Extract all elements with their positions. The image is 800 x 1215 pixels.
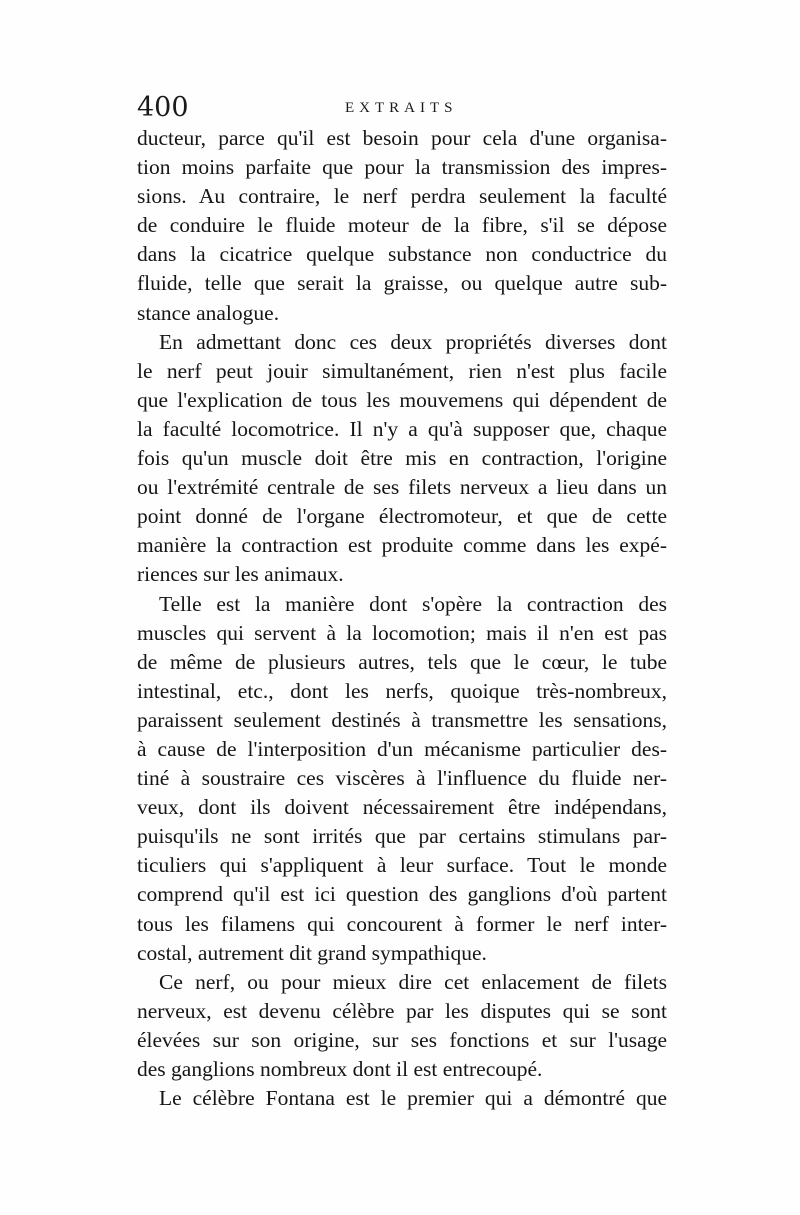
text-line: fluide, telle que serait la graisse, ou quelque autre sub- [137, 271, 667, 296]
paragraph [137, 328, 667, 590]
text-line: puisqu'ils ne sont irrités que par certains stimulans par- [137, 824, 667, 849]
text-line: tion moins parfaite que pour la transmission des impres- [137, 155, 667, 180]
text-line: le nerf peut jouir simultanément, rien n'est plus facile [137, 358, 667, 383]
text-line: En admettant donc ces deux propriétés diverses dont [159, 329, 667, 354]
text-line: Le célèbre Fontana est le premier qui a démontré que [159, 1086, 667, 1111]
text-line: de conduire le fluide moteur de la fibre, s'il se dépose [137, 213, 667, 238]
text-line: à cause de l'interposition d'un mécanisme particulier des- [137, 736, 667, 761]
text-line: Ce nerf, ou pour mieux dire cet enlacement de filets [159, 969, 667, 994]
text-line: ducteur, parce qu'il est besoin pour cela d'une organisa- [137, 126, 667, 150]
paragraph [137, 590, 667, 968]
running-head: EXTRAITS [345, 100, 458, 116]
text-line: point donné de l'organe électromoteur, et que de cette [137, 504, 667, 529]
page-number: 400 [137, 92, 189, 123]
text-line: costal, autrement dit grand sympathique. [137, 940, 487, 965]
paragraph [137, 1084, 667, 1113]
page-header [137, 90, 667, 126]
paragraph [137, 124, 667, 328]
text-line: ticuliers qui s'appliquent à leur surface. Tout le monde [137, 853, 667, 878]
text-line: la faculté locomotrice. Il n'y a qu'à supposer que, chaque [137, 416, 667, 441]
text-line: muscles qui servent à la locomotion; mais il n'en est pas [137, 620, 667, 645]
text-line: tiné à soustraire ces viscères à l'influence du fluide ner- [137, 766, 667, 791]
text-line: des ganglions nombreux dont il est entrecoupé. [137, 1057, 543, 1081]
text-line: intestinal, etc., dont les nerfs, quoique très-nombreux, [137, 678, 667, 703]
text-line: nerveux, est devenu célèbre par les disputes qui se sont [137, 998, 667, 1023]
text-line: sions. Au contraire, le nerf perdra seulement la faculté [137, 184, 667, 209]
text-line: que l'explication de tous les mouvemens qui dépendent de [137, 387, 667, 412]
text-line: ou l'extrémité centrale de ses filets nerveux a lieu dans un [137, 475, 667, 500]
text-line: comprend qu'il est ici question des ganglions d'où partent [137, 882, 667, 907]
text-line: riences sur les animaux. [137, 562, 344, 587]
text-line: manière la contraction est produite comme dans les expé- [137, 533, 667, 558]
text-line: Telle est la manière dont s'opère la contraction des [159, 591, 667, 616]
body-text [137, 124, 667, 1113]
text-line: de même de plusieurs autres, tels que le cœur, le tube [137, 649, 667, 674]
text-line: fois qu'un muscle doit être mis en contraction, l'origine [137, 446, 667, 471]
text-line: dans la cicatrice quelque substance non conductrice du [137, 242, 667, 267]
text-line: veux, dont ils doivent nécessairement être indépendans, [137, 795, 667, 820]
text-line: élevées sur son origine, sur ses fonctions et sur l'usage [137, 1027, 667, 1052]
text-line: stance analogue. [137, 300, 280, 325]
text-line: tous les filamens qui concourent à former le nerf inter- [137, 911, 667, 936]
text-line: paraissent seulement destinés à transmettre les sensations, [137, 707, 667, 732]
paragraph [137, 968, 667, 1084]
